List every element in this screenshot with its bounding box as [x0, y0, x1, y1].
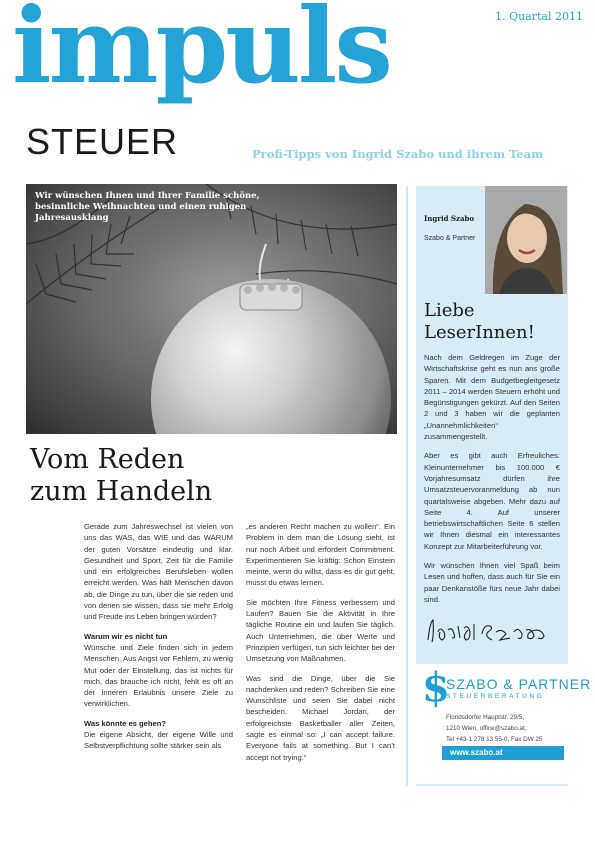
paragraph: Aber es gibt auch Erfreuliches: Kleinunternehmer bis 100.000 € Vorjahresumsatz dürfen ihre Umsatzsteuervoranmeldung ab nun quartalsweise abgeben. Mehr dazu auf Seite 4. Auf unserer betriebswirtschaftlichen Seite 6 stellen wir Ihnen diesmal ein interessantes Konzept zur Mitarbeiterführung vor.: [424, 451, 560, 551]
paragraph: „es anderen Recht machen zu wollen“. Ein Problem in dem man die Lösung sieht, ist nur noch Arbeit und erfordert Commitment. Experimentieren Sie kräftig: Schon Einstein meinte, wenn du willst, dass es dir gut geht, musst du etwas lernen.: [246, 522, 395, 588]
issue-label: 1. Quartal 2011: [495, 10, 583, 23]
masthead-tagline: Profi-Tipps von Ingrid Szabo und ihrem Team: [252, 147, 544, 161]
company-subtitle: STEUERBERATUNG: [446, 693, 545, 700]
company-name: SZABO & PARTNER: [446, 676, 592, 692]
editorial-text: [424, 352, 560, 613]
christmas-ornament-photo: [26, 184, 397, 434]
paragraph: Nach dem Geldregen im Zuge der Wirtschaftskrise geht es nun ans große Sparen. Mit dem Budgetbegleitgesetz 2011 – 2014 werden Steuern erhöht und Begünstigungen gekürzt. Auf den Seiten 2 und 3 haben wir die geplanten „Unannehmlichkeiten“ zusammengestellt.: [424, 353, 560, 442]
city-email-line: 1210 Wien, office@szabo.at,: [446, 725, 527, 732]
address-line: Floridsdorfer Hauptstr. 29/5,: [446, 714, 525, 721]
company-address: [446, 712, 562, 745]
paragraph: Was sind die Dinge, über die Sie nachdenken und reden? Schreiben Sie eine Wunschliste und seien Sie dabei nicht bescheiden. Michael Jordan, der erfolgreichste Basketballer aller Zeiten, sagte es einmal so: „I can accept failure. Everyone fails at something. But I can’t accept not trying.“: [246, 673, 395, 762]
greeting-line-2: LeserInnen!: [424, 322, 535, 343]
phone-line: Tel +43-1 278 13 55-0, Fax DW 25: [446, 736, 543, 743]
column-divider: [406, 186, 408, 786]
masthead-title: impuls: [12, 0, 390, 107]
paragraph: Wir wünschen Ihnen viel Spaß beim Lesen und hoffen, dass auch für Sie ein paar Denkanstöße fürs neue Jahr dabei sind.: [424, 561, 560, 604]
signature-illustration: [424, 614, 564, 648]
article-headline: [30, 444, 212, 508]
handwritten-signature: [424, 614, 564, 648]
paragraph: Wünsche und Ziele finden sich in jedem Menschen. Aus Angst vor Fehlern, zu wenig Mut oder der Einstellung, das ist nichts für mich, das brauche ich nicht, fehlt es oft an der inneren Erlaubnis unsere Ziele zu verwirklichen.: [84, 642, 233, 709]
editorial-greeting: [424, 300, 564, 344]
headline-line-2: zum Handeln: [30, 476, 213, 507]
paragraph: Die eigene Absicht, der eigene Wille und Selbstverpflichtung sollte stärker sein als: [84, 730, 233, 751]
paragraph: Sie möchten Ihre Fitness verbessern und Laufen? Bauen Sie die Aktivität in Ihre tägliche Routine ein und laufen Sie täglich. Auch Unternehmen, die über Werte und Prinzipien verfügen, tun sich leichter bei der Umsetzung von Maßnahmen.: [246, 597, 395, 664]
author-company: Szabo & Partner: [424, 235, 476, 242]
article-column-1: [84, 521, 233, 760]
article-column-2: [246, 521, 395, 771]
subheading: Was könnte es gehen?: [84, 718, 166, 728]
author-portrait: [485, 186, 567, 294]
website-link[interactable]: www.szabo.at: [450, 748, 503, 757]
author-name: Ingrid Szabo: [424, 214, 475, 223]
subheading: Warum wir es nicht tun: [84, 631, 168, 641]
photo-caption: Wir wünschen Ihnen und Ihrer Familie schöne, besinnliche Weihnachten und einen ruhigen Jahresausklang: [35, 191, 260, 223]
paragraph: Gerade zum Jahreswechsel ist vielen von uns das WAS, das WIE und das WARUM der guten Vorsätze eindeutig und klar. Gesundheit und Sport, Zeit für die Familie und ein erfolgreiches Berufsleben wollen erreicht werden. Was hält Menschen davon ab, die Dinge zu tun, über die sie reden und von denen sie wissen, dass sie mehr Erfolg und Freude ins Leben bringen würden?: [84, 522, 233, 622]
portrait-illustration: [485, 186, 567, 294]
masthead-subtitle: STEUER: [26, 121, 179, 162]
dollar-logo-icon: $: [422, 664, 450, 711]
headline-line-1: Vom Reden: [30, 444, 185, 475]
greeting-line-1: Liebe: [424, 300, 475, 321]
